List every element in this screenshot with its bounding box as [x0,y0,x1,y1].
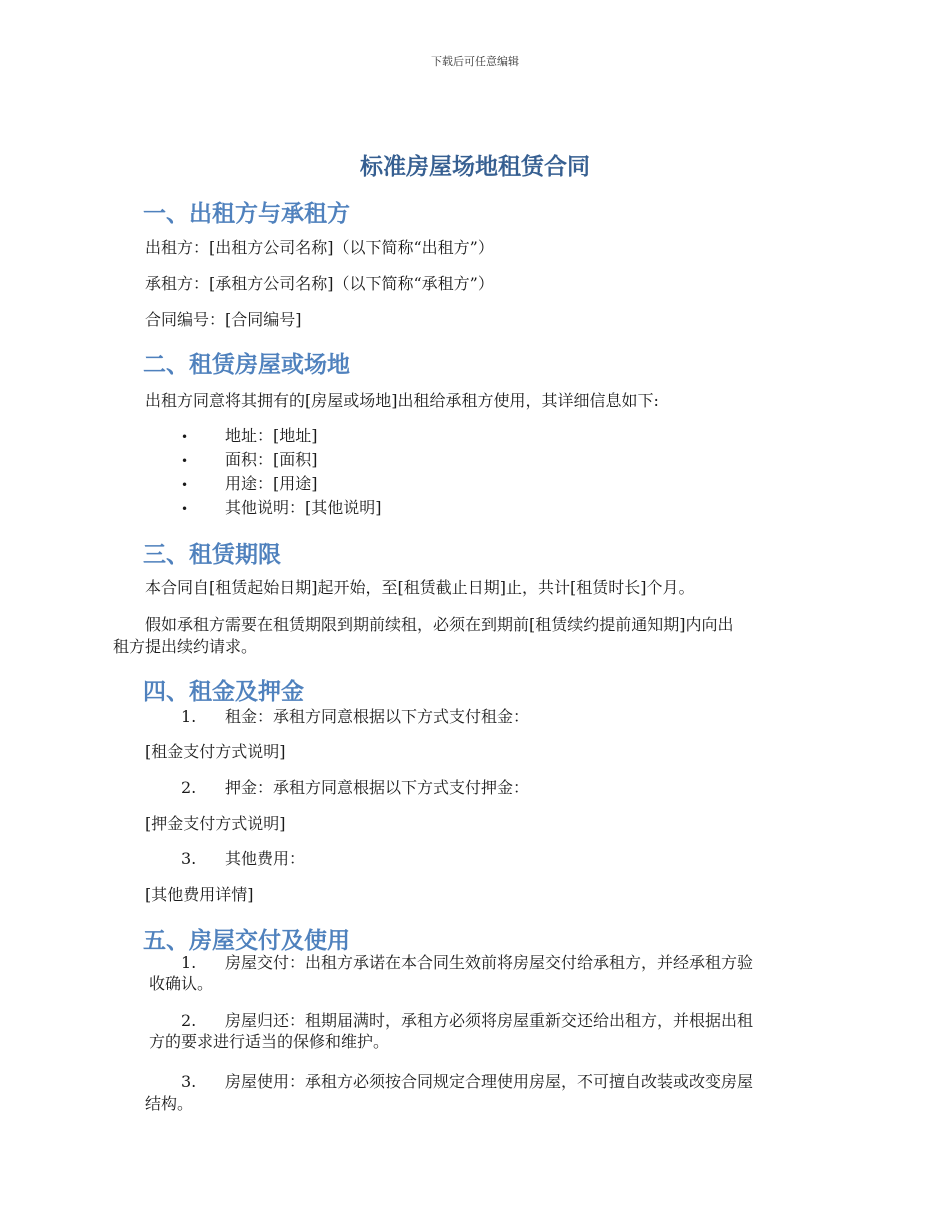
other-fees-detail: [其他费用详情] [145,885,254,904]
bullet-marker: • [181,430,189,444]
list-number: 1. [181,953,197,972]
contract-number-line: 合同编号：[合同编号] [145,310,302,329]
lessor-line: 出租方：[出租方公司名称]（以下简称“出租方”） [145,238,494,257]
page-header-note: 下载后可任意编辑 [431,55,519,68]
deposit-item: 押金：承租方同意根据以下方式支付押金： [225,778,530,797]
list-number: 2. [181,778,197,797]
section-heading-parties: 一、出租方与承租方 [143,201,350,227]
use-item-line-2: 结构。 [145,1094,194,1113]
term-paragraph-2-line-2: 租方提出续约请求。 [113,637,258,656]
list-number: 3. [181,1072,197,1091]
bullet-marker: • [181,502,189,516]
section-heading-delivery-use: 五、房屋交付及使用 [143,928,350,954]
deposit-payment-detail: [押金支付方式说明] [145,814,286,833]
term-paragraph-2-line-1: 假如承租方需要在租赁期限到期前续租，必须在到期前[租赁续约提前通知期]内向出 [145,615,734,634]
section-heading-term: 三、租赁期限 [143,542,281,568]
other-fees-item: 其他费用： [225,849,306,868]
use-item-line-1: 房屋使用：承租方必须按合同规定合理使用房屋，不可擅自改装或改变房屋 [225,1072,754,1091]
premises-intro: 出租方同意将其拥有的[房屋或场地]出租给承租方使用，其详细信息如下: [145,391,659,410]
section-heading-rent-deposit: 四、租金及押金 [143,679,304,705]
list-number: 1. [181,707,197,726]
section-heading-premises: 二、租赁房屋或场地 [143,352,350,378]
return-item-line-2: 方的要求进行适当的保修和维护。 [149,1032,390,1051]
list-number: 3. [181,849,197,868]
delivery-item-line-1: 房屋交付：出租方承诺在本合同生效前将房屋交付给承租方，并经承租方验 [225,953,754,972]
rent-item: 租金：承租方同意根据以下方式支付租金： [225,707,530,726]
rent-payment-detail: [租金支付方式说明] [145,742,286,761]
document-title: 标准房屋场地租赁合同 [360,154,590,180]
premises-item-usage: 用途：[用途] [225,474,318,493]
return-item-line-1: 房屋归还：租期届满时，承租方必须将房屋重新交还给出租方，并根据出租 [225,1011,754,1030]
bullet-marker: • [181,478,189,492]
premises-item-other: 其他说明：[其他说明] [225,498,382,517]
delivery-item-line-2: 收确认。 [149,974,214,993]
lessee-line: 承租方：[承租方公司名称]（以下简称“承租方”） [145,274,494,293]
term-paragraph-1: 本合同自[租赁起始日期]起开始，至[租赁截止日期]止，共计[租赁时长]个月。 [145,578,695,597]
bullet-marker: • [181,454,189,468]
list-number: 2. [181,1011,197,1030]
premises-item-area: 面积：[面积] [225,450,318,469]
premises-item-address: 地址：[地址] [225,426,318,445]
